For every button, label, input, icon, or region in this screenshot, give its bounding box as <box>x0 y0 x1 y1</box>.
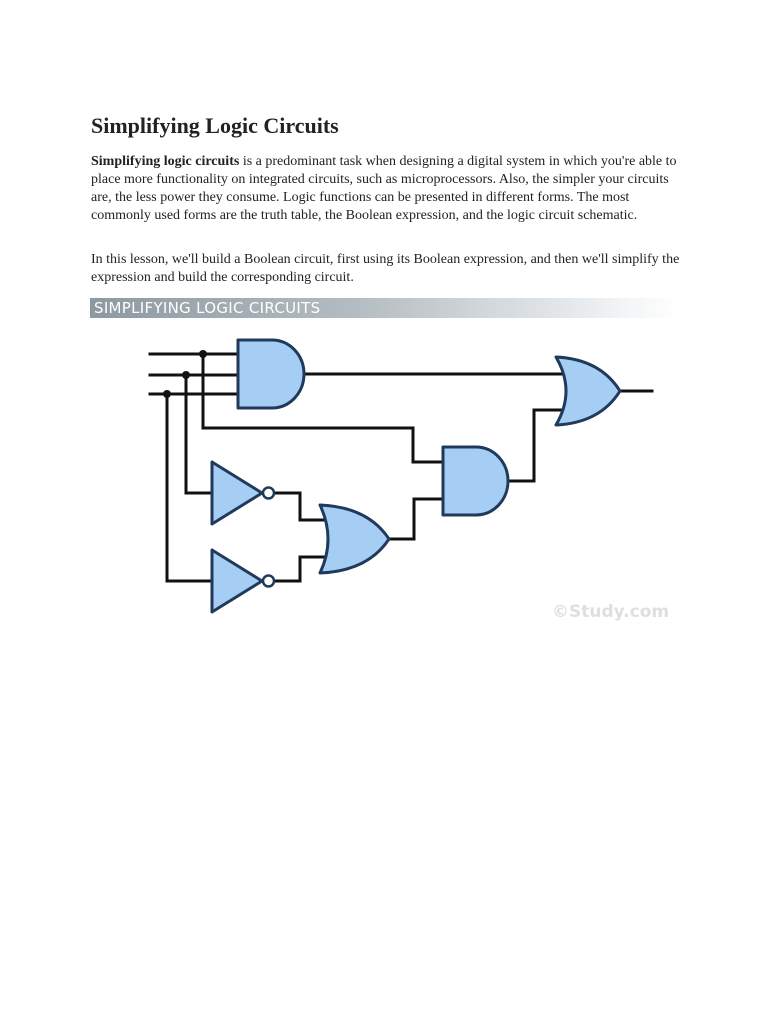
not-gate-1-bubble <box>263 488 274 499</box>
page-title: Simplifying Logic Circuits <box>91 113 339 138</box>
junction-b <box>182 371 190 379</box>
intro-paragraph <box>91 153 681 225</box>
intro-text: is a predominant task when designing a digital system in which you're able to place more functionality on integrated circuits, such as microprocessors. Also, the simpler your circuits are, the less power they consume. Logic functions can be presented in different forms. The most commonly used forms are the truth table, the Boolean expression, and the logic circuit schematic. <box>91 154 677 223</box>
and-gate-1 <box>238 340 304 408</box>
not-gate-1 <box>212 462 262 524</box>
lesson-paragraph: In this lesson, we'll build a Boolean circuit, first using its Boolean expression, and then we'll simplify the expression and build the corresponding circuit. <box>91 252 680 285</box>
banner-title: SIMPLIFYING LOGIC CIRCUITS <box>94 299 321 317</box>
junction-a <box>199 350 207 358</box>
junction-c <box>163 390 171 398</box>
study-watermark: ©Study.com <box>552 602 670 622</box>
or1-to-and2 <box>389 499 443 539</box>
or-gate-2 <box>556 357 620 425</box>
not-gate-2-bubble <box>263 576 274 587</box>
and-gate-2 <box>443 447 508 515</box>
branch-c-to-not2 <box>167 394 212 581</box>
gates <box>212 340 620 612</box>
intro-bold-term: Simplifying logic circuits <box>91 154 240 169</box>
circuit-diagram <box>90 298 680 628</box>
not-gate-2 <box>212 550 262 612</box>
or-gate-1 <box>320 505 389 573</box>
